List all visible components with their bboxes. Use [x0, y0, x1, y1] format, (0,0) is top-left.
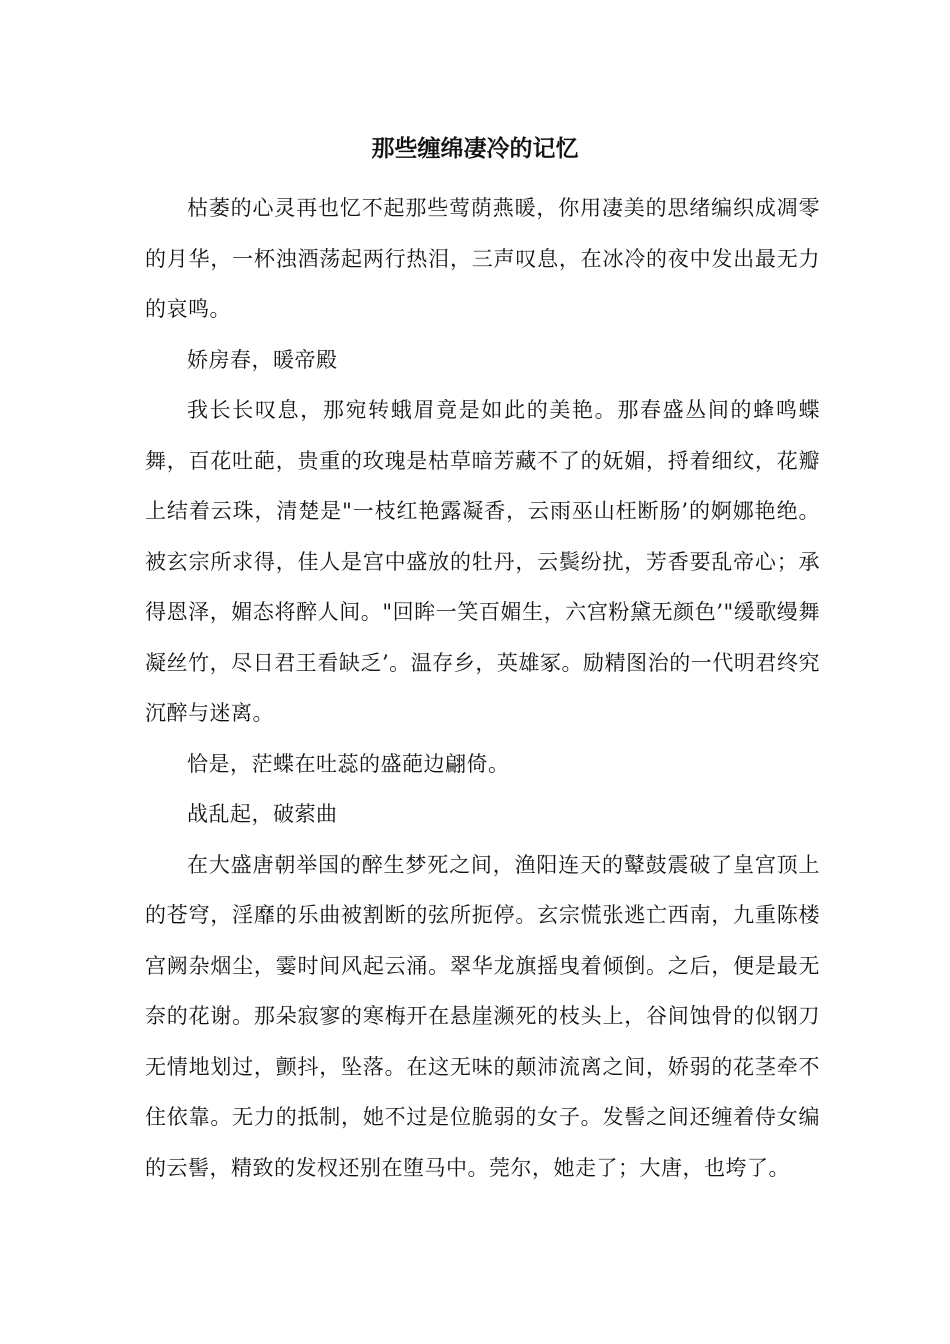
paragraph-war: 在大盛唐朝举国的醉生梦死之间，渔阳连天的鼙鼓震破了皇宫顶上的苍穹，淫靡的乐曲被割断的弦所扼停。玄宗慌张逃亡西南，九重陈楼宫阙杂烟尘，霎时间风起云涌。翠华龙旗摇曳着倾倒。之后，便是最无奈的花谢。那朵寂寥的寒梅开在悬崖濒死的枝头上，谷间蚀骨的似钢刀无情地划过，颤抖，坠落。在这无味的颠沛流离之间，娇弱的花茎牵不住依靠。无力的抵制，她不过是位脆弱的女子。发髻之间还缠着侍女编的云髻，精致的发杈还别在堕马中。莞尔，她走了；大唐，也垮了。 [145, 852, 820, 1180]
paragraph-beauty: 我长长叹息，那宛转蛾眉竟是如此的美艳。那春盛丛间的蜂鸣蝶舞，百花吐葩，贵重的玫瑰是枯草暗芳藏不了的妩媚，捋着细纹，花瓣上结着云珠，清楚是"一枝红艳露凝香，云雨巫山枉断肠’的婀娜艳绝。被玄宗所求得，佳人是宫中盛放的牡丹，云鬓纷扰，芳香要乱帝心；承得恩泽，媚态将醉人间。"回眸一笑百媚生，六宫粉黛无颜色’"缓歌缦舞凝丝竹，尽日君王看缺乏’。温存乡，英雄冢。励精图治的一代明君终究沉醉与迷离。 [145, 398, 820, 725]
section-heading-war: 战乱起，破萦曲 [187, 802, 338, 826]
document-body [145, 183, 820, 1193]
section-heading-spring: 娇房春，暖帝殿 [187, 347, 338, 372]
paragraph-intro: 枯萎的心灵再也忆不起那些莺荫燕暖，你用凄美的思绪编织成凋零的月华，一杯浊酒荡起两行热泪，三声叹息，在冰冷的夜中发出最无力的哀鸣。 [145, 196, 820, 321]
paragraph-butterfly: 恰是，茫蝶在吐蕊的盛葩边翩倚。 [187, 751, 510, 776]
document-title: 那些缠绵凄冷的记忆 [371, 135, 579, 162]
